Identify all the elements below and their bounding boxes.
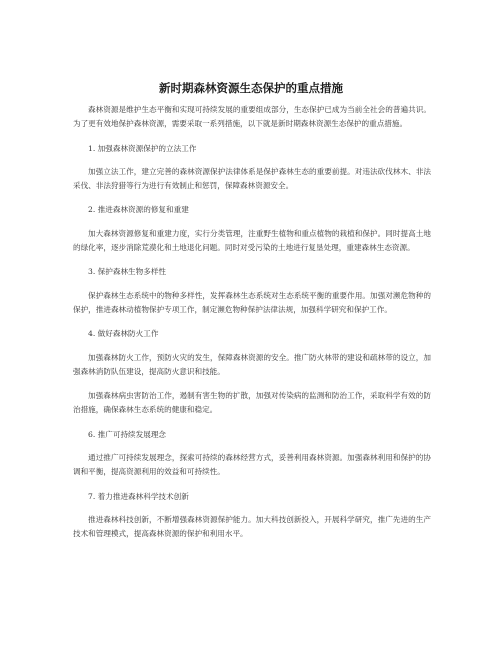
section-heading-4: 4. 做好森林防火工作 xyxy=(88,329,159,339)
section-6-paragraph: 通过推广可持续发展理念，探索可持续的森林经营方式，妥善利用森林资源。加强森林利用和保护的协调和平衡，提高资源利用的效益和可持续性。 xyxy=(73,453,431,477)
section-heading-1: 1. 加强森林资源保护的立法工作 xyxy=(88,143,197,153)
section-2-paragraph: 加大森林资源修复和重建力度，实行分类管理，注重野生植物和重点植物的栽植和保护。同时提高土地的绿化率，逐步消除荒漠化和土地退化问题。同时对受污染的土地进行复垦处理，重建森林生态资源。 xyxy=(73,228,431,253)
section-heading-3: 3. 保护森林生物多样性 xyxy=(88,267,167,277)
document-title: 新时期森林资源生态保护的重点措施 xyxy=(159,81,343,95)
document-body xyxy=(73,103,431,552)
section-heading-7: 7. 着力推进森林科学技术创新 xyxy=(88,491,189,501)
section-4-paragraph-2: 加强森林病虫害防治工作，遏制有害生物的扩散，加强对传染病的监测和防治工作，采取科学有效的防治措施，确保森林生态系统的健康和稳定。 xyxy=(73,391,431,415)
section-4-paragraph-1: 加强森林防火工作，预防火灾的发生，保障森林资源的安全。推广防火林带的建设和疏林带的设立，加强森林消防队伍建设，提高防火意识和技能。 xyxy=(73,352,431,376)
section-1-paragraph: 加强立法工作，建立完善的森林资源保护法律体系是保护森林生态的重要前提。对违法砍伐林木、非法采伐、非法狩猎等行为进行有效制止和惩罚，保障森林资源安全。 xyxy=(73,166,431,191)
section-heading-6: 6. 推广可持续发展理念 xyxy=(88,429,167,439)
intro-paragraph: 森林资源是维护生态平衡和实现可持续发展的重要组成部分，生态保护已成为当前全社会的普遍共识。为了更有效地保护森林资源，需要采取一系列措施，以下就是新时期森林资源生态保护的重点措施。 xyxy=(73,105,431,129)
section-3-paragraph: 保护森林生态系统中的物种多样性，发挥森林生态系统对生态系统平衡的重要作用。加强对濒危物种的保护，推进森林动植物保护专项工作，制定濒危物种保护法律法规，加强科学研究和保护工作。 xyxy=(73,290,431,314)
section-heading-2: 2. 推进森林资源的修复和重建 xyxy=(88,205,189,215)
section-7-paragraph: 推进森林科技创新，不断增强森林资源保护能力。加大科技创新投入，开展科学研究，推广先进的生产技术和管理模式，提高森林资源的保护和利用水平。 xyxy=(73,514,431,539)
